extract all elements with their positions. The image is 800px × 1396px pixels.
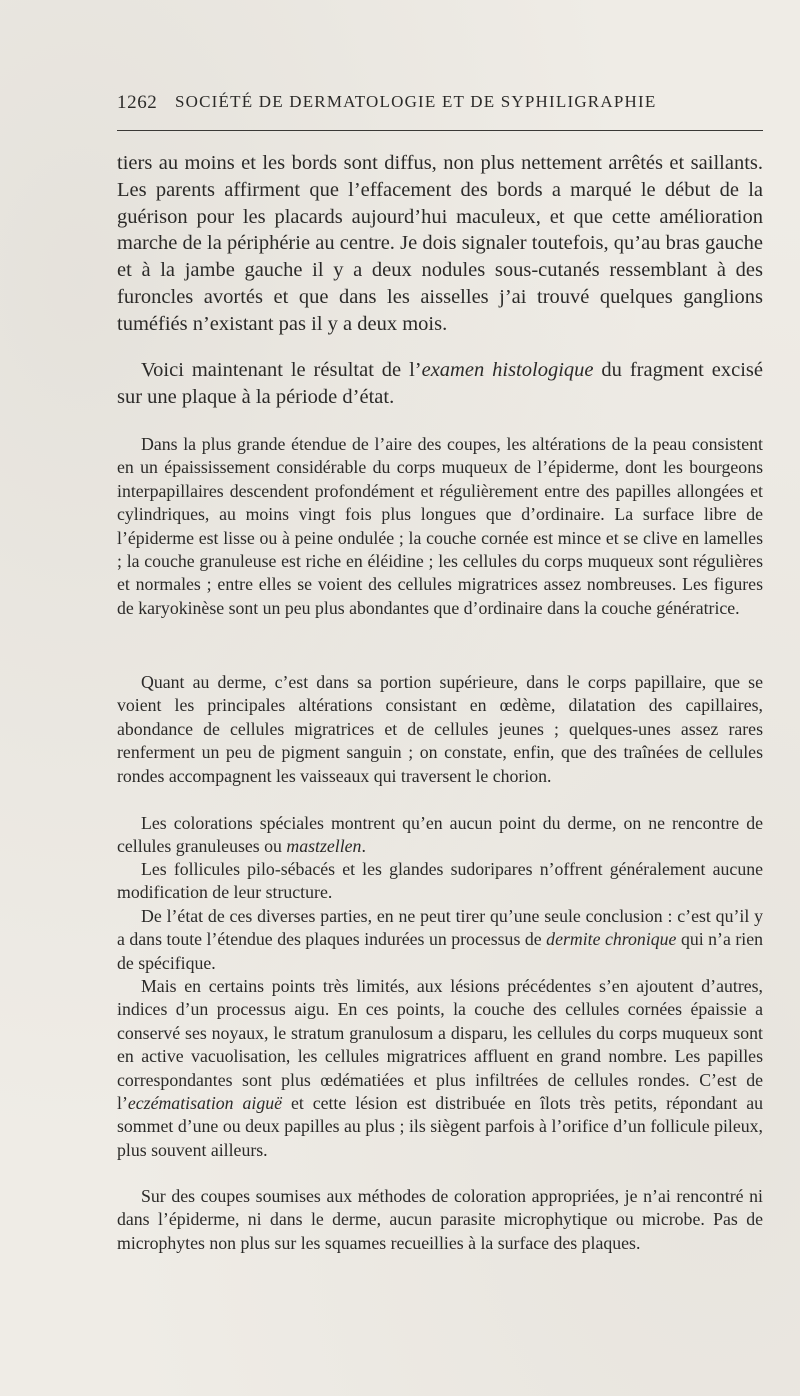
paragraph-2-text-b: du fragment excisé sur une plaque à la période d’état.	[117, 359, 763, 408]
paragraph-7-text-b: qui n’a rien de spécifique.	[117, 929, 764, 973]
paragraph-8-text-b: et cette lésion est distribuée en îlots très petits, répondant au sommet d’une ou deux papilles au plus ; ils siègent parfois à l’orifice d’un follicule pileux, plus souvent ailleurs.	[117, 1093, 763, 1160]
running-title: SOCIÉTÉ DE DERMATOLOGIE ET DE SYPHILIGRAPHIE	[175, 92, 657, 111]
paragraph-1: tiers au moins et les bords sont diffus, non plus nettement arrêtés et saillants. Les parents affirment que l’effacement des bords a marqué le début de la guérison pour les placards aujourd’hui maculeux, et que cette amélioration marche de la périphérie au centre. Je dois signaler toutefois, qu’au bras gauche et à la jambe gauche il y a deux nodules sous-cutanés ressemblant à des furoncles avortés et que dans les aisselles j’ai trouvé quelques ganglions tuméfiés n’existant pas il y a deux mois.	[117, 152, 763, 335]
page-header	[117, 92, 763, 118]
paragraph-5-text-a: Les colorations spéciales montrent qu’en aucun point du derme, on ne rencontre de cellules granuleuses ou	[117, 813, 763, 857]
paragraph-7-italic: dermite chronique	[546, 929, 677, 950]
paragraph-6: Les follicules pilo-sébacés et les glandes sudoripares n’offrent généralement aucune modification de leur structure.	[117, 859, 763, 903]
paragraph-8	[117, 975, 763, 1162]
paragraph-5-italic: mastzellen	[286, 836, 362, 857]
paragraph-2-text-a: Voici maintenant le résultat de l’	[141, 359, 422, 381]
header-rule	[117, 130, 763, 131]
paragraph-7-text-a: De l’état de ces diverses parties, en ne peut tirer qu’une seule conclusion : c’est qu’il y a dans toute l’étendue des plaques indurées un processus de	[117, 906, 763, 950]
paragraph-4: Quant au derme, c’est dans sa portion supérieure, dans le corps papillaire, que se voient les principales altérations consistant en œdème, dilatation des capillaires, abondance de cellules migratrices et de cellules jeunes ; quelques-unes assez rares renferment un peu de pigment sanguin ; on constate, enfin, que des traînées de cellules rondes accompagnent les vaisseaux qui traversent le chorion.	[117, 672, 763, 786]
paragraph-8-italic: eczématisation aiguë	[127, 1093, 282, 1114]
paragraph-5	[117, 812, 763, 859]
page-number: 1262	[117, 92, 158, 113]
paragraph-7	[117, 905, 763, 975]
paragraph-9: Sur des coupes soumises aux méthodes de coloration appropriées, je n’ai rencontré ni dans l’épiderme, ni dans le derme, aucun parasite microphytique ou microbe. Pas de microphytes non plus sur les squames recueillies à la surface des plaques.	[117, 1186, 763, 1253]
paragraph-5-text-b: .	[361, 836, 366, 857]
paragraph-8-text-a: Mais en certains points très limités, aux lésions précédentes s’en ajoutent d’autres, indices d’un processus aigu. En ces points, la couche des cellules cornées épaissie a conservé ses noyaux, le stratum granulosum a disparu, les cellules du corps muqueux sont en active vacuolisation, les cellules migratrices affluent en grand nombre. Les papilles correspondantes sont plus œdématiées et plus infiltrées de cellules rondes. C’est de l’	[117, 976, 763, 1114]
paragraph-3: Dans la plus grande étendue de l’aire des coupes, les altérations de la peau consistent en un épaississement considérable du corps muqueux de l’épiderme, dont les bourgeons interpapillaires descendent profondément et régulièrement entre des papilles allongées et cylindriques, au moins vingt fois plus longues que d’ordinaire. La surface libre de l’épiderme est lisse ou à peine ondulée ; la couche cornée est mince et se clive en lamelles ; la couche granuleuse est riche en éléidine ; les cellules du corps muqueux sont régulières et normales ; entre elles se voient des cellules migratrices assez nombreuses. Les figures de karyokinèse sont un peu plus abondantes que d’ordinaire dans la couche génératrice.	[117, 434, 763, 618]
paragraph-2-italic: examen histologique	[421, 359, 594, 381]
paragraph-2	[117, 357, 763, 411]
